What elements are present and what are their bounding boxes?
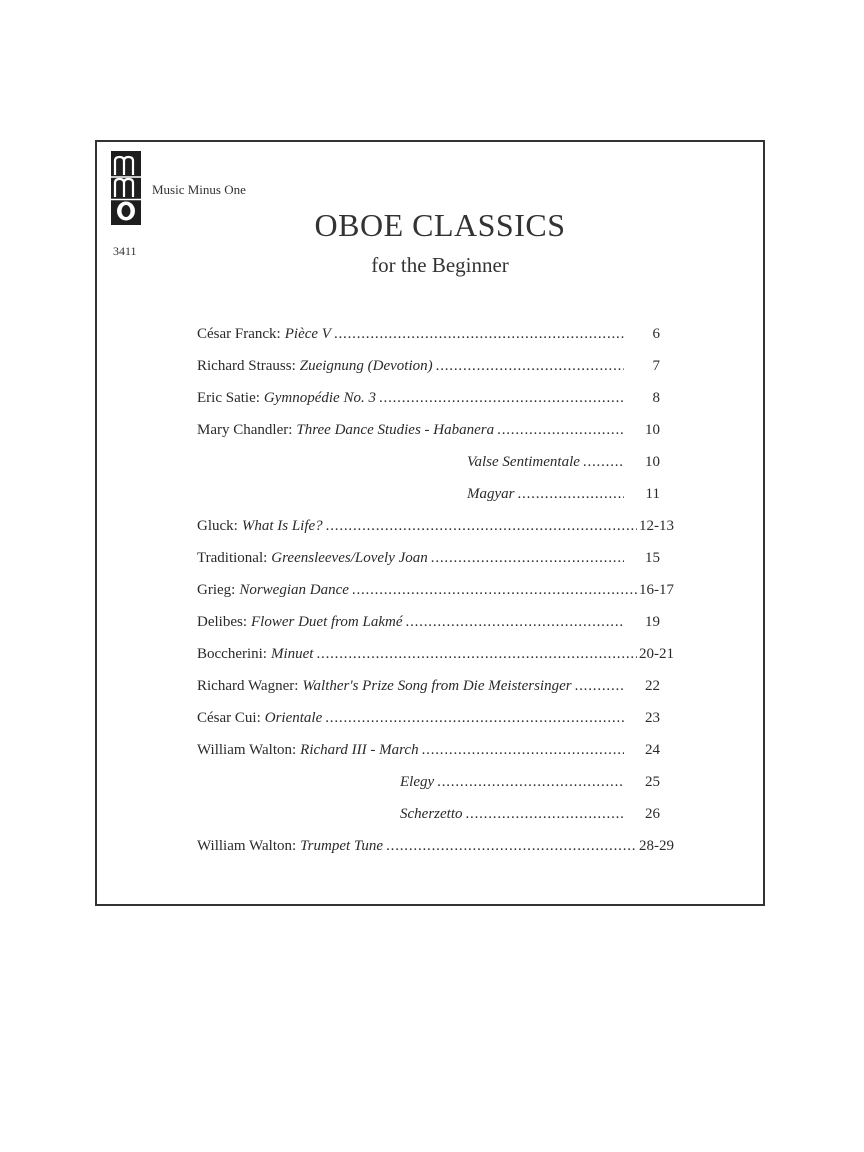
toc-work: Scherzetto	[400, 806, 463, 822]
toc-page: 16-17	[639, 582, 674, 598]
toc-row	[467, 454, 660, 478]
toc-row	[197, 582, 674, 606]
toc-leader	[436, 358, 624, 375]
toc-page: 23	[645, 710, 660, 726]
toc-page: 28-29	[639, 838, 674, 854]
toc-work: Walther's Prize Song from Die Meistersinger	[302, 678, 572, 694]
toc-leader	[316, 646, 637, 663]
toc-composer: Richard Strauss:	[197, 358, 296, 374]
toc-leader	[326, 518, 637, 535]
toc-work: Orientale	[264, 710, 323, 726]
toc-row	[197, 390, 660, 414]
toc-composer: Traditional:	[197, 550, 268, 566]
toc-page: 11	[645, 486, 660, 502]
toc-leader	[352, 582, 637, 599]
toc-composer: César Cui:	[197, 710, 261, 726]
toc-row	[197, 646, 674, 670]
toc-composer: Gluck:	[197, 518, 238, 534]
toc-work: Valse Sentimentale	[467, 454, 580, 470]
toc-composer: Mary Chandler:	[197, 422, 293, 438]
toc-row	[197, 422, 660, 446]
toc-work: Three Dance Studies - Habanera	[296, 422, 495, 438]
toc-composer: William Walton:	[197, 742, 297, 758]
toc-composer: Boccherini:	[197, 646, 267, 662]
toc-work: Flower Duet from Lakmé	[251, 614, 403, 630]
toc-composer: Delibes:	[197, 614, 247, 630]
toc-row	[400, 774, 660, 798]
toc-composer: Grieg:	[197, 582, 236, 598]
toc-leader	[406, 614, 624, 631]
toc-page: 10	[645, 422, 660, 438]
toc-row	[197, 518, 674, 542]
toc-row	[197, 358, 660, 382]
toc-page: 24	[645, 742, 660, 758]
toc-row	[197, 614, 660, 638]
toc-page: 10	[645, 454, 660, 470]
toc-work: Elegy	[400, 774, 435, 790]
toc-composer: Eric Satie:	[197, 390, 260, 406]
toc-leader	[325, 710, 624, 727]
toc-work: Trumpet Tune	[300, 838, 384, 854]
toc-row	[400, 806, 660, 830]
toc-composer: William Walton:	[197, 838, 297, 854]
toc-work: Gymnopédie No. 3	[263, 390, 376, 406]
toc-work: Minuet	[270, 646, 314, 662]
toc-leader	[518, 486, 625, 503]
page-title: OBOE CLASSICS	[314, 207, 566, 243]
toc-page: 19	[645, 614, 660, 630]
toc-row	[197, 678, 660, 702]
toc-leader	[379, 390, 624, 407]
toc-page: 15	[645, 550, 660, 566]
toc-composer: César Franck:	[197, 326, 281, 342]
toc-work: Pièce V	[284, 326, 331, 342]
toc-work: What Is Life?	[241, 518, 323, 534]
toc-page: 20-21	[639, 646, 674, 662]
toc-leader	[497, 422, 624, 439]
toc-composer: Richard Wagner:	[197, 678, 299, 694]
publisher-name: Music Minus One	[152, 182, 246, 197]
toc-leader	[437, 774, 624, 791]
toc-row	[197, 550, 660, 574]
toc-leader	[334, 326, 624, 343]
toc-leader	[431, 550, 624, 567]
toc-page: 26	[645, 806, 660, 822]
toc-row	[197, 742, 660, 766]
toc-row	[197, 710, 660, 734]
catalog-number: 3411	[113, 244, 137, 258]
toc-work: Greensleeves/Lovely Joan	[271, 550, 428, 566]
toc-leader	[575, 678, 624, 695]
toc-leader	[386, 838, 637, 855]
toc-leader	[422, 742, 624, 759]
toc-page: 12-13	[639, 518, 674, 534]
toc-work: Magyar	[467, 486, 515, 502]
toc-work: Norwegian Dance	[239, 582, 349, 598]
toc-page: 7	[652, 358, 660, 374]
toc-page: 25	[645, 774, 660, 790]
toc-row	[197, 326, 660, 350]
toc-page: 22	[645, 678, 660, 694]
toc-leader	[465, 806, 624, 823]
toc-page: 8	[652, 390, 660, 406]
toc-row	[467, 486, 660, 510]
page-subtitle: for the Beginner	[371, 253, 509, 277]
toc-work: Zueignung (Devotion)	[299, 358, 433, 374]
toc-row	[197, 838, 674, 862]
toc-leader	[583, 454, 624, 471]
toc-page: 6	[652, 326, 660, 342]
toc-work: Richard III - March	[300, 742, 419, 758]
